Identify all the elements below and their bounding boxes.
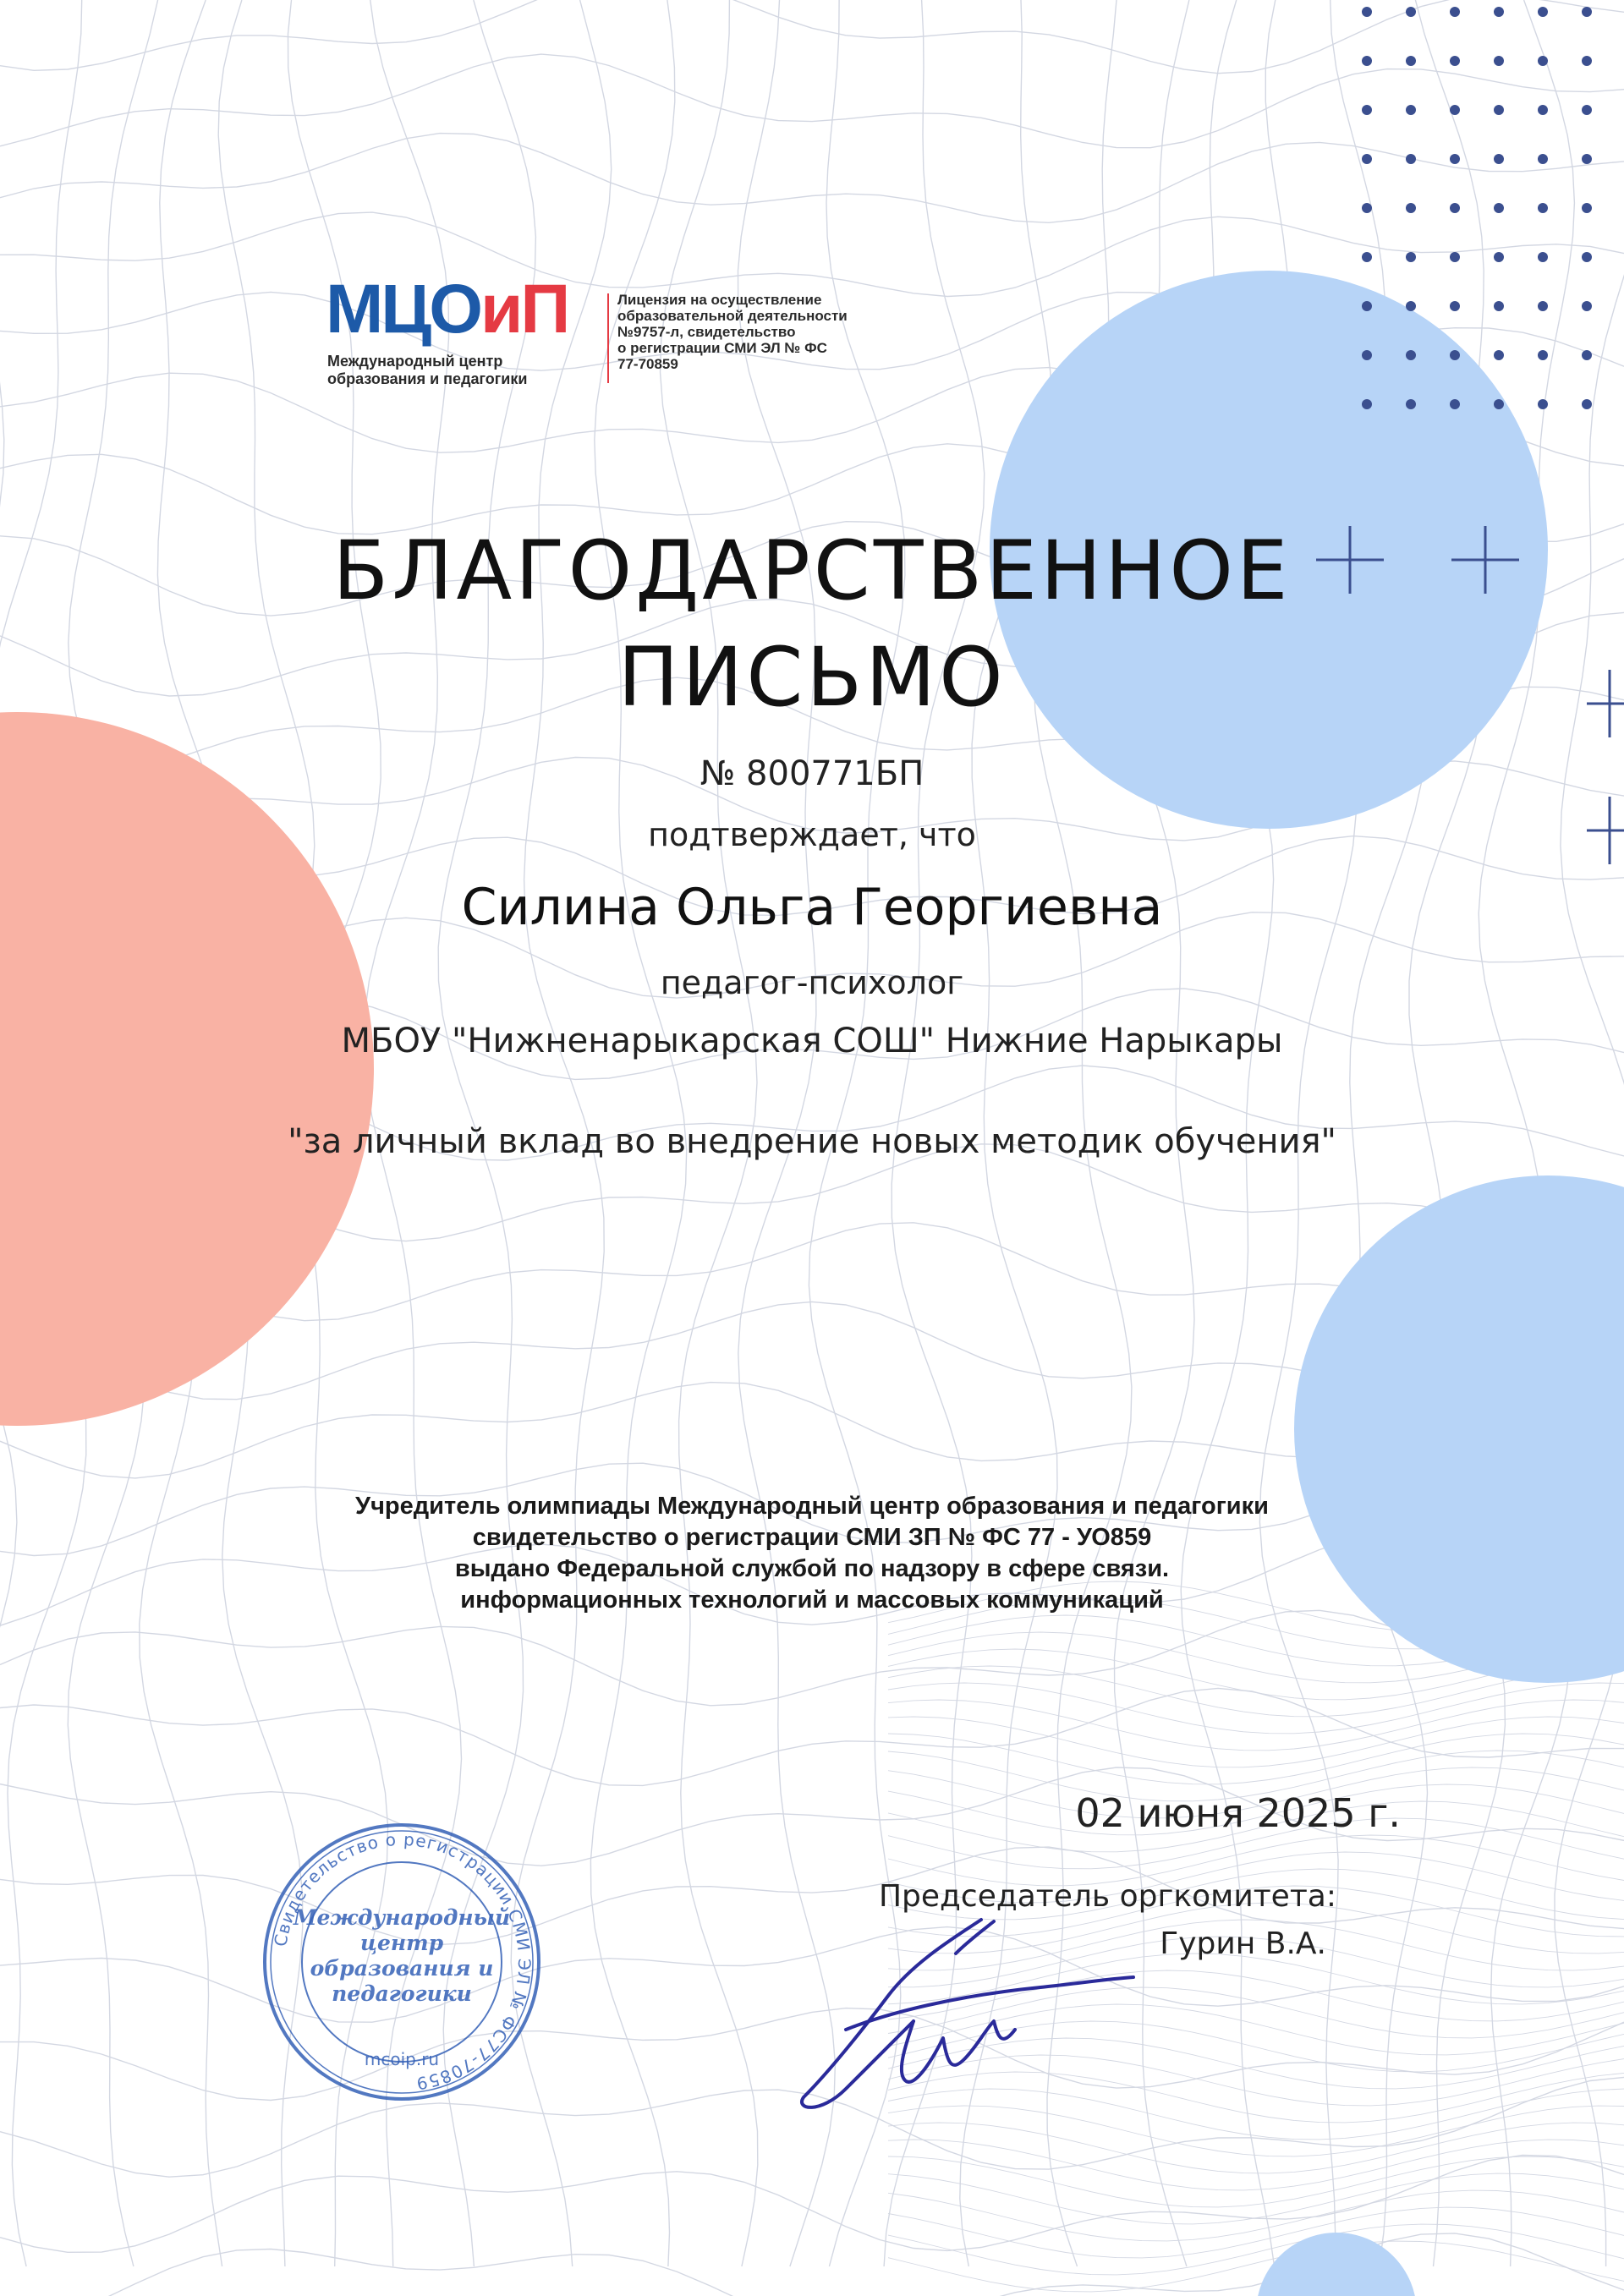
founder-line: информационных технологий и массовых коммуникаций <box>460 1586 1164 1614</box>
award-reason: "за личный вклад во внедрение новых методик обучения" <box>288 1122 1336 1161</box>
founder-info <box>0 1491 1624 1616</box>
founder-line: свидетельство о регистрации СМИ ЗП № ФС 77 - УО859 <box>472 1524 1152 1551</box>
issue-date: 02 июня 2025 г. <box>1075 1790 1401 1836</box>
license-text: Лицензия на осуществление образовательной деятельности №9757-л, свидетельство о регистрации СМИ ЭЛ № ФС 77-70859 <box>617 292 848 372</box>
signature <box>787 1903 1142 2123</box>
recipient-name: Силина Ольга Георгиевна <box>461 878 1163 937</box>
document-number: № 800771БП <box>700 754 924 793</box>
blue-circle-bottom <box>1256 2233 1417 2296</box>
stamp-center-line: Международный <box>293 1905 511 1930</box>
stamp-bottom-text: mcoip.ru <box>364 2049 440 2069</box>
stamp-ring-text: Свидетельство о регистрации СМИ ЭЛ № ФС77-70859 <box>270 1828 535 2095</box>
chair-label: Председатель оргкомитета: <box>878 1879 1336 1914</box>
chair-name: Гурин В.А. <box>1160 1926 1326 1961</box>
founder-line: Учредитель олимпиады Международный центр образования и педагогики <box>355 1493 1269 1520</box>
stamp-center-line: центр <box>359 1931 444 1955</box>
founder-line: выдано Федеральной службой по надзору в сфере связи. <box>454 1555 1170 1582</box>
stamp-center-line: образования и <box>310 1956 494 1981</box>
organization-logo <box>326 271 918 387</box>
recipient-school: МБОУ "Нижненарыкарская СОШ" Нижние Нарыкары <box>341 1022 1283 1060</box>
recipient-position: педагог-психолог <box>660 964 964 1001</box>
confirm-text: подтверждает, что <box>648 816 976 853</box>
logo-subtitle: Международный центр образования и педагогики <box>327 353 528 387</box>
logo-mark: МЦОиП <box>326 271 568 348</box>
document-title: БЛАГОДАРСТВЕННОЕ ПИСЬМО <box>332 523 1292 725</box>
official-stamp <box>258 1818 546 2106</box>
stamp-center-line: педагогики <box>332 1981 472 2006</box>
